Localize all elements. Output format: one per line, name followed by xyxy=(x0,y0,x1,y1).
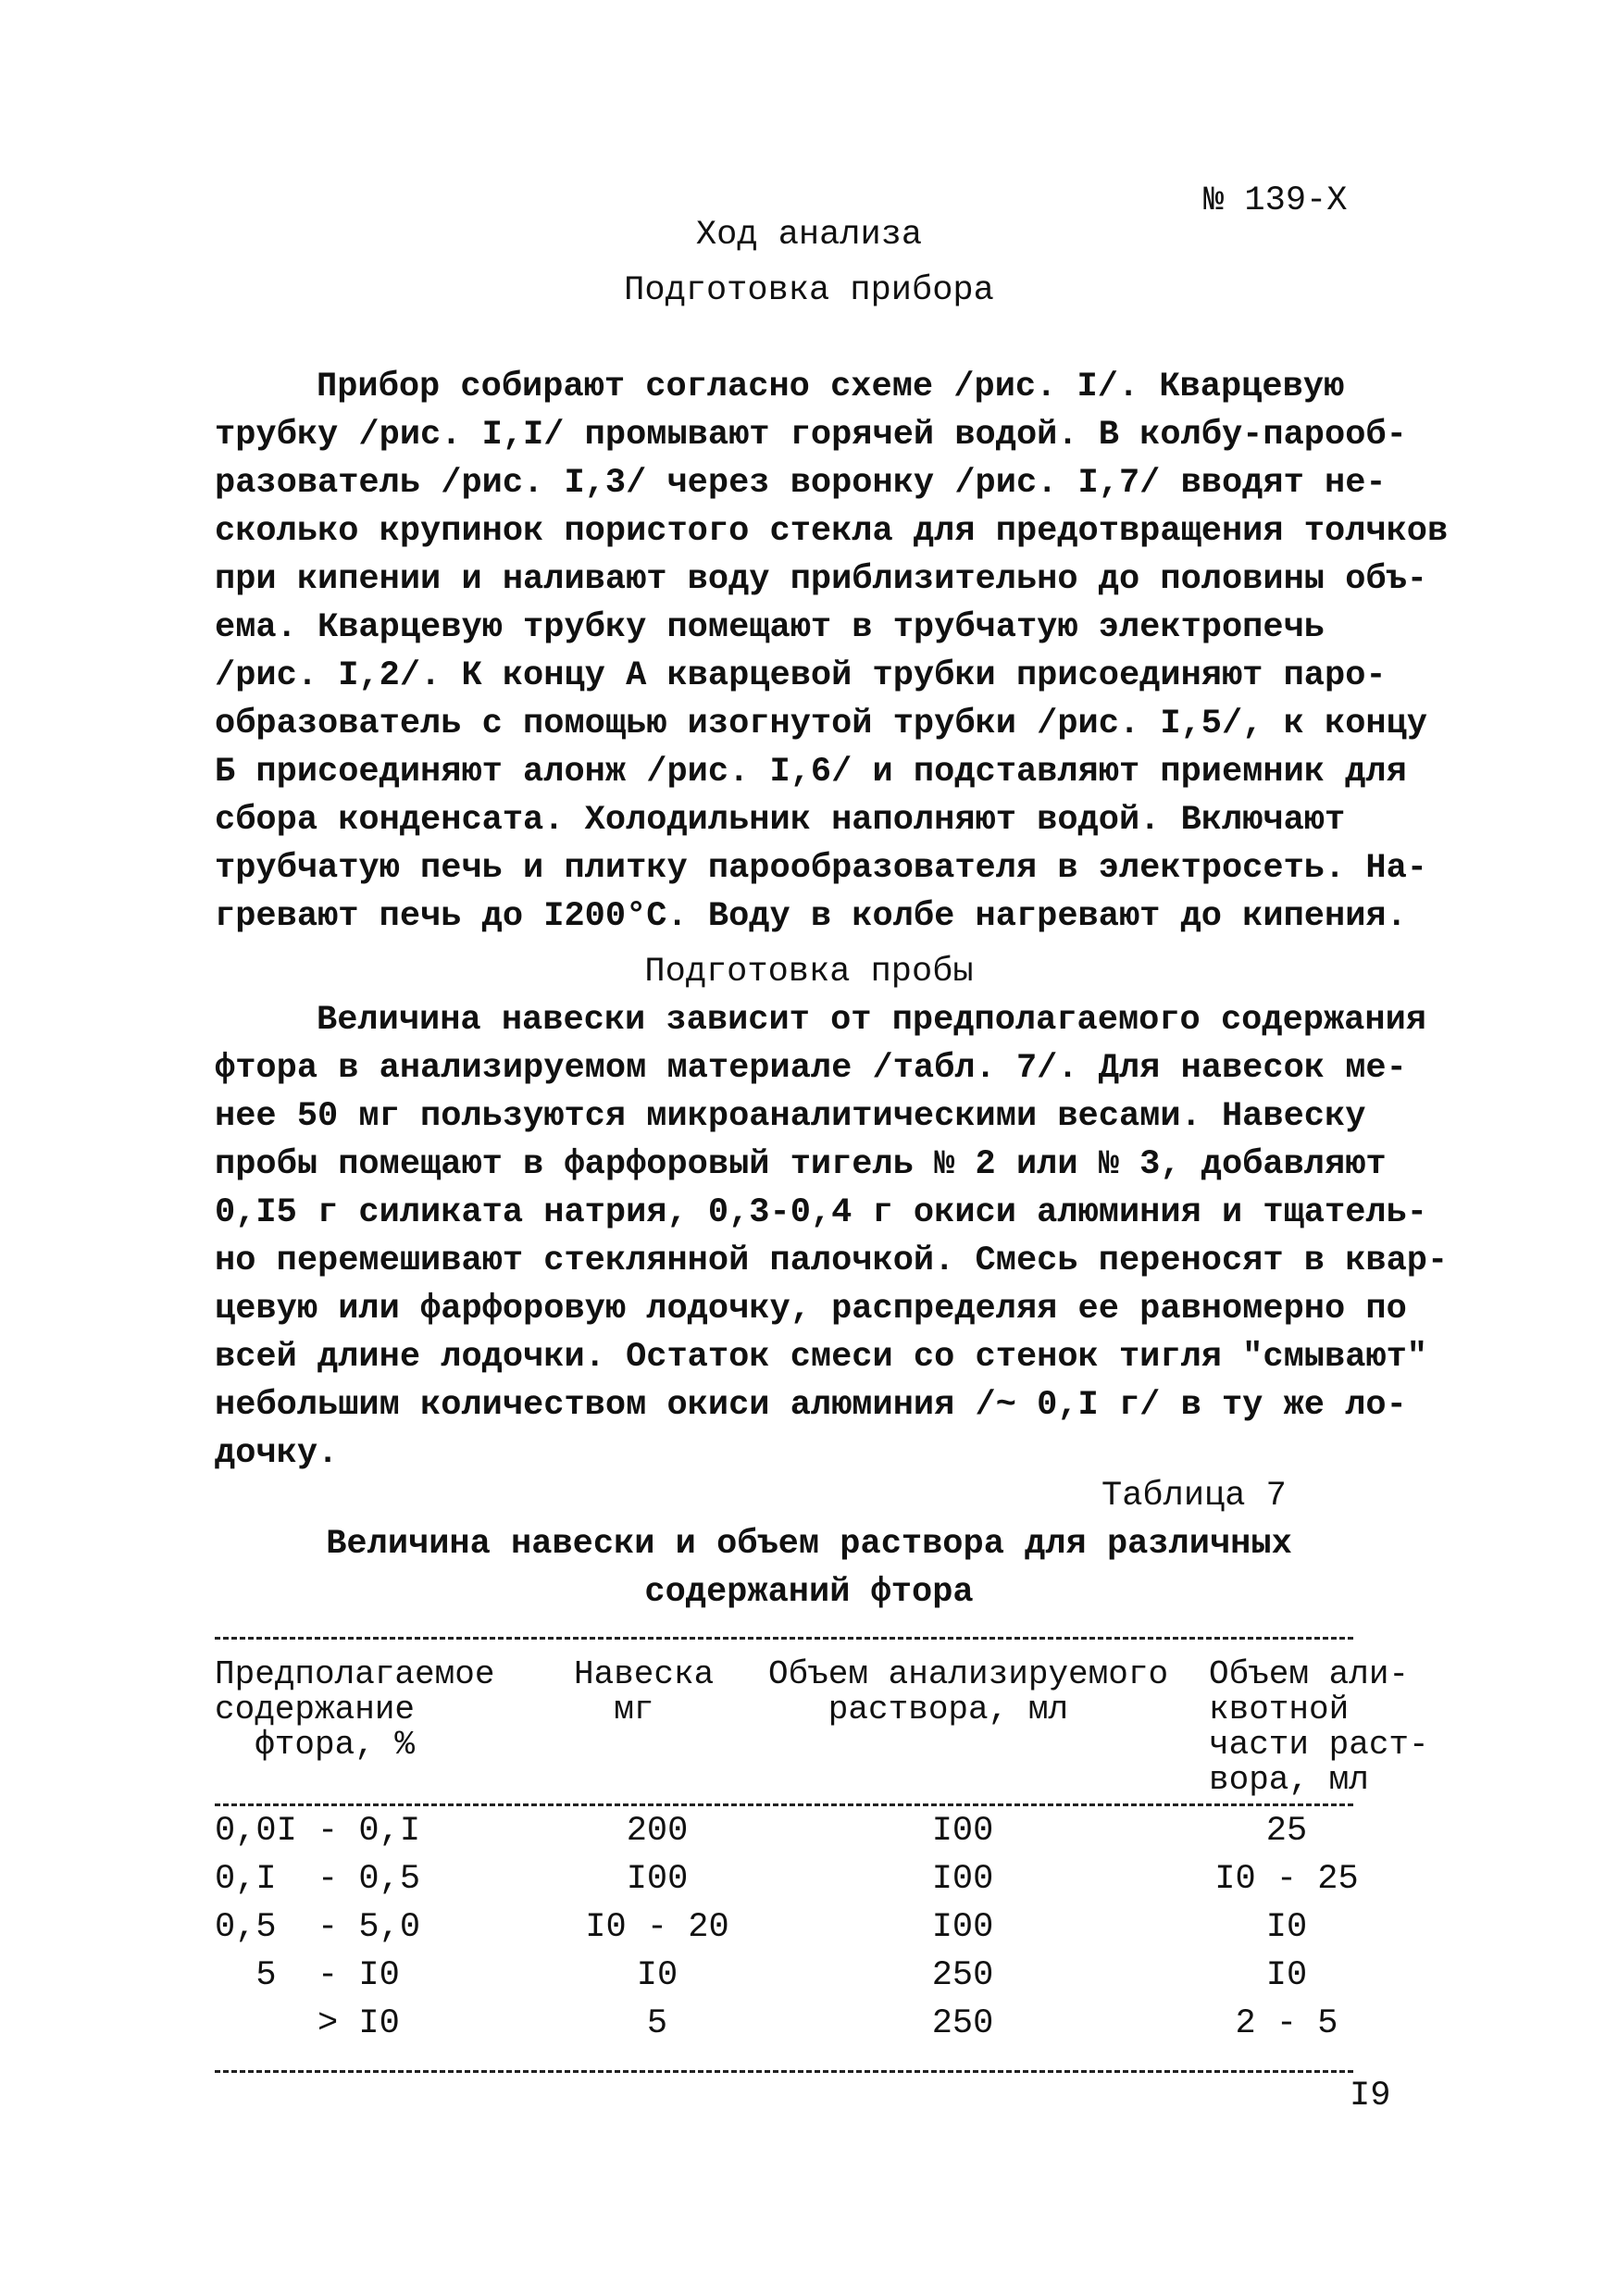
table-label: Таблица 7 xyxy=(1101,1477,1287,1516)
para2-line: цевую или фарфоровую лодочку, распределяя ее равномерно по xyxy=(215,1290,1407,1329)
para1-line: трубчатую печь и плитку парообразователя в электросеть. На- xyxy=(215,849,1428,888)
table-title: содержаний фтора xyxy=(644,1573,974,1612)
heading-analysis: Ход анализа xyxy=(695,216,923,255)
table-top-rule xyxy=(215,1637,1353,1640)
table-cell-mass: 5 xyxy=(646,2004,668,2043)
table-header-sample-mass: Навеска мг xyxy=(574,1655,715,1728)
table-cell-mass: I0 - 20 xyxy=(585,1908,729,1947)
table-cell-mass: 200 xyxy=(626,1812,689,1851)
para2-line: всей длине лодочки. Остаток смеси со стенок тигля "смывают" xyxy=(215,1338,1428,1377)
table-cell-volume: 250 xyxy=(931,1956,994,1995)
para2-line: фтора в анализируемом материале /табл. 7/. Для навесок ме- xyxy=(215,1049,1407,1088)
para1-line: образователь с помощью изогнутой трубки /рис. I,5/, к концу xyxy=(215,705,1428,743)
table-header-solution-volume: Объем анализируемого раствора, мл xyxy=(768,1655,1169,1728)
table-cell-mass: I0 xyxy=(636,1956,678,1995)
table-cell-aliquot: 2 - 5 xyxy=(1235,2004,1338,2043)
table-cell-fluorine: 0,0I - 0,I xyxy=(215,1812,421,1851)
para2-line: 0,I5 г силиката натрия, 0,3-0,4 г окиси алюминия и тщатель- xyxy=(215,1193,1428,1232)
para1-line: гревают печь до I200°С. Воду в колбе нагревают до кипения. xyxy=(215,897,1407,936)
para1-line: трубку /рис. I,I/ промывают горячей водой. В колбу-парооб- xyxy=(215,416,1407,455)
table-cell-volume: I00 xyxy=(931,1908,994,1947)
para2-line: дочку. xyxy=(215,1434,339,1473)
para2-line: Величина навески зависит от предполагаемого содержания xyxy=(317,1001,1426,1040)
table-header-rule xyxy=(215,1803,1353,1806)
table-cell-fluorine: > I0 xyxy=(215,2004,400,2043)
table-cell-volume: I00 xyxy=(931,1860,994,1899)
para2-line: нее 50 мг пользуются микроаналитическими весами. Навеску xyxy=(215,1097,1366,1136)
table-bottom-rule xyxy=(215,2070,1353,2073)
table-cell-aliquot: 25 xyxy=(1265,1812,1308,1851)
para2-line: но перемешивают стеклянной палочкой. Смесь переносят в квар- xyxy=(215,1242,1449,1280)
para1-line: при кипении и наливают воду приблизительно до половины объ- xyxy=(215,560,1428,599)
heading-device-prep: Подготовка прибора xyxy=(624,271,994,310)
table-cell-volume: 250 xyxy=(931,2004,994,2043)
heading-sample-prep: Подготовка пробы xyxy=(644,953,974,992)
table-cell-aliquot: I0 - 25 xyxy=(1214,1860,1359,1899)
table-header-aliquot-volume: Объем али- квотной части раст- вора, мл xyxy=(1209,1655,1429,1799)
para1-line: сколько крупинок пористого стекла для предотвращения толчков xyxy=(215,512,1449,551)
para1-line: разователь /рис. I,3/ через воронку /рис. I,7/ вводят не- xyxy=(215,464,1387,503)
para1-line: ема. Кварцевую трубку помещают в трубчатую электропечь xyxy=(215,608,1325,647)
document-number: № 139-Х xyxy=(1203,181,1348,220)
table-header-fluorine: Предполагаемое содержание фтора, % xyxy=(215,1655,495,1764)
para2-line: небольшим количеством окиси алюминия /~ 0,I г/ в ту же ло- xyxy=(215,1386,1407,1425)
para2-line: пробы помещают в фарфоровый тигель № 2 или № 3, добавляют xyxy=(215,1145,1387,1184)
table-cell-fluorine: 0,5 - 5,0 xyxy=(215,1908,421,1947)
table-cell-mass: I00 xyxy=(626,1860,689,1899)
para1-line: Б присоединяют алонж /рис. I,6/ и подставляют приемник для xyxy=(215,753,1407,792)
para1-line: Прибор собирают согласно схеме /рис. I/. Кварцевую xyxy=(317,368,1345,406)
table-cell-aliquot: I0 xyxy=(1265,1908,1308,1947)
table-cell-volume: I00 xyxy=(931,1812,994,1851)
table-cell-fluorine: 0,I - 0,5 xyxy=(215,1860,421,1899)
table-cell-fluorine: 5 - I0 xyxy=(215,1956,400,1995)
page-number: I9 xyxy=(1350,2077,1391,2115)
para1-line: сбора конденсата. Холодильник наполняют водой. Включают xyxy=(215,801,1346,840)
table-title: Величина навески и объем раствора для различных xyxy=(326,1525,1292,1564)
table-cell-aliquot: I0 xyxy=(1265,1956,1308,1995)
para1-line: /рис. I,2/. К концу А кварцевой трубки присоединяют паро- xyxy=(215,656,1387,695)
